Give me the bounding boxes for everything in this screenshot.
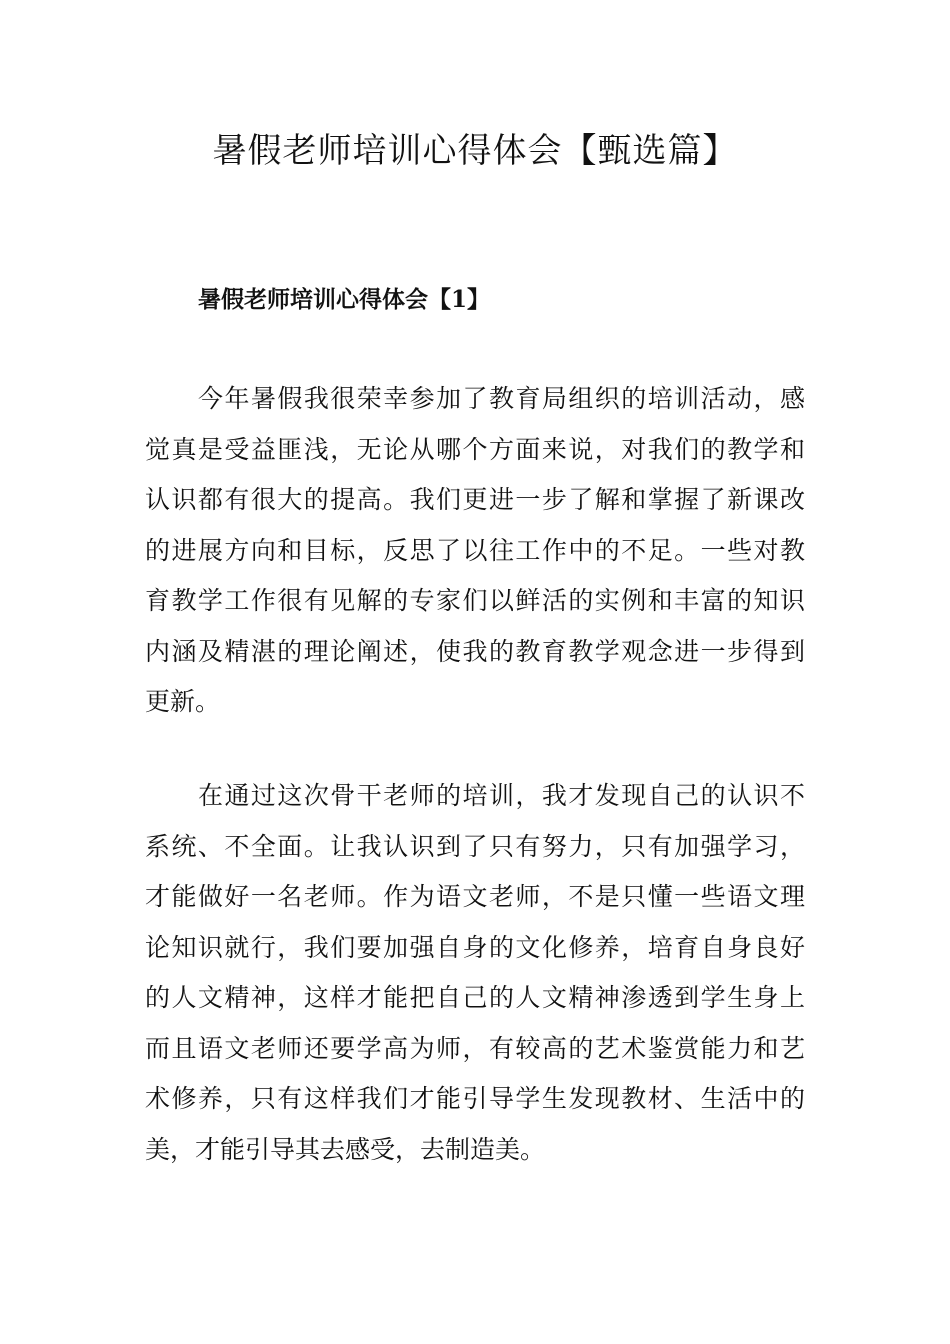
paragraph-line: 认识都有很大的提高。我们更进一步了解和掌握了新课改: [145, 485, 805, 514]
paragraph-line: 内涵及精湛的理论阐述，使我的教育教学观念进一步得到: [145, 636, 805, 666]
section-heading: 暑假老师培训心得体会【1】: [198, 286, 491, 313]
paragraph-line: 的人文精神，这样才能把自己的人文精神渗透到学生身上: [145, 983, 805, 1012]
paragraph-line: 才能做好一名老师。作为语文老师，不是只懂一些语文理: [145, 882, 805, 911]
paragraph-2: [145, 771, 805, 1175]
paragraph-line: 觉真是受益匪浅，无论从哪个方面来说，对我们的教学和: [145, 434, 805, 464]
paragraph-line: 更新。: [145, 687, 221, 716]
paragraph-line: 系统、不全面。让我认识到了只有努力，只有加强学习，: [145, 831, 805, 861]
document-title: 暑假老师培训心得体会【甄选篇】: [212, 131, 738, 171]
paragraph-line: 育教学工作很有见解的专家们以鲜活的实例和丰富的知识: [145, 586, 805, 615]
paragraph-1: [145, 374, 805, 728]
paragraph-line: 美，才能引导其去感受，去制造美。: [145, 1134, 546, 1164]
paragraph-line: 论知识就行，我们要加强自身的文化修养，培育自身良好: [145, 932, 805, 962]
paragraph-line: 的进展方向和目标，反思了以往工作中的不足。一些对教: [145, 535, 805, 565]
paragraph-line: 在通过这次骨干老师的培训，我才发现自己的认识不: [198, 781, 805, 810]
paragraph-line: 今年暑假我很荣幸参加了教育局组织的培训活动，感: [198, 384, 805, 413]
paragraph-line: 而且语文老师还要学高为师，有较高的艺术鉴赏能力和艺: [145, 1033, 805, 1063]
paragraph-line: 术修养，只有这样我们才能引导学生发现教材、生活中的: [145, 1084, 805, 1113]
